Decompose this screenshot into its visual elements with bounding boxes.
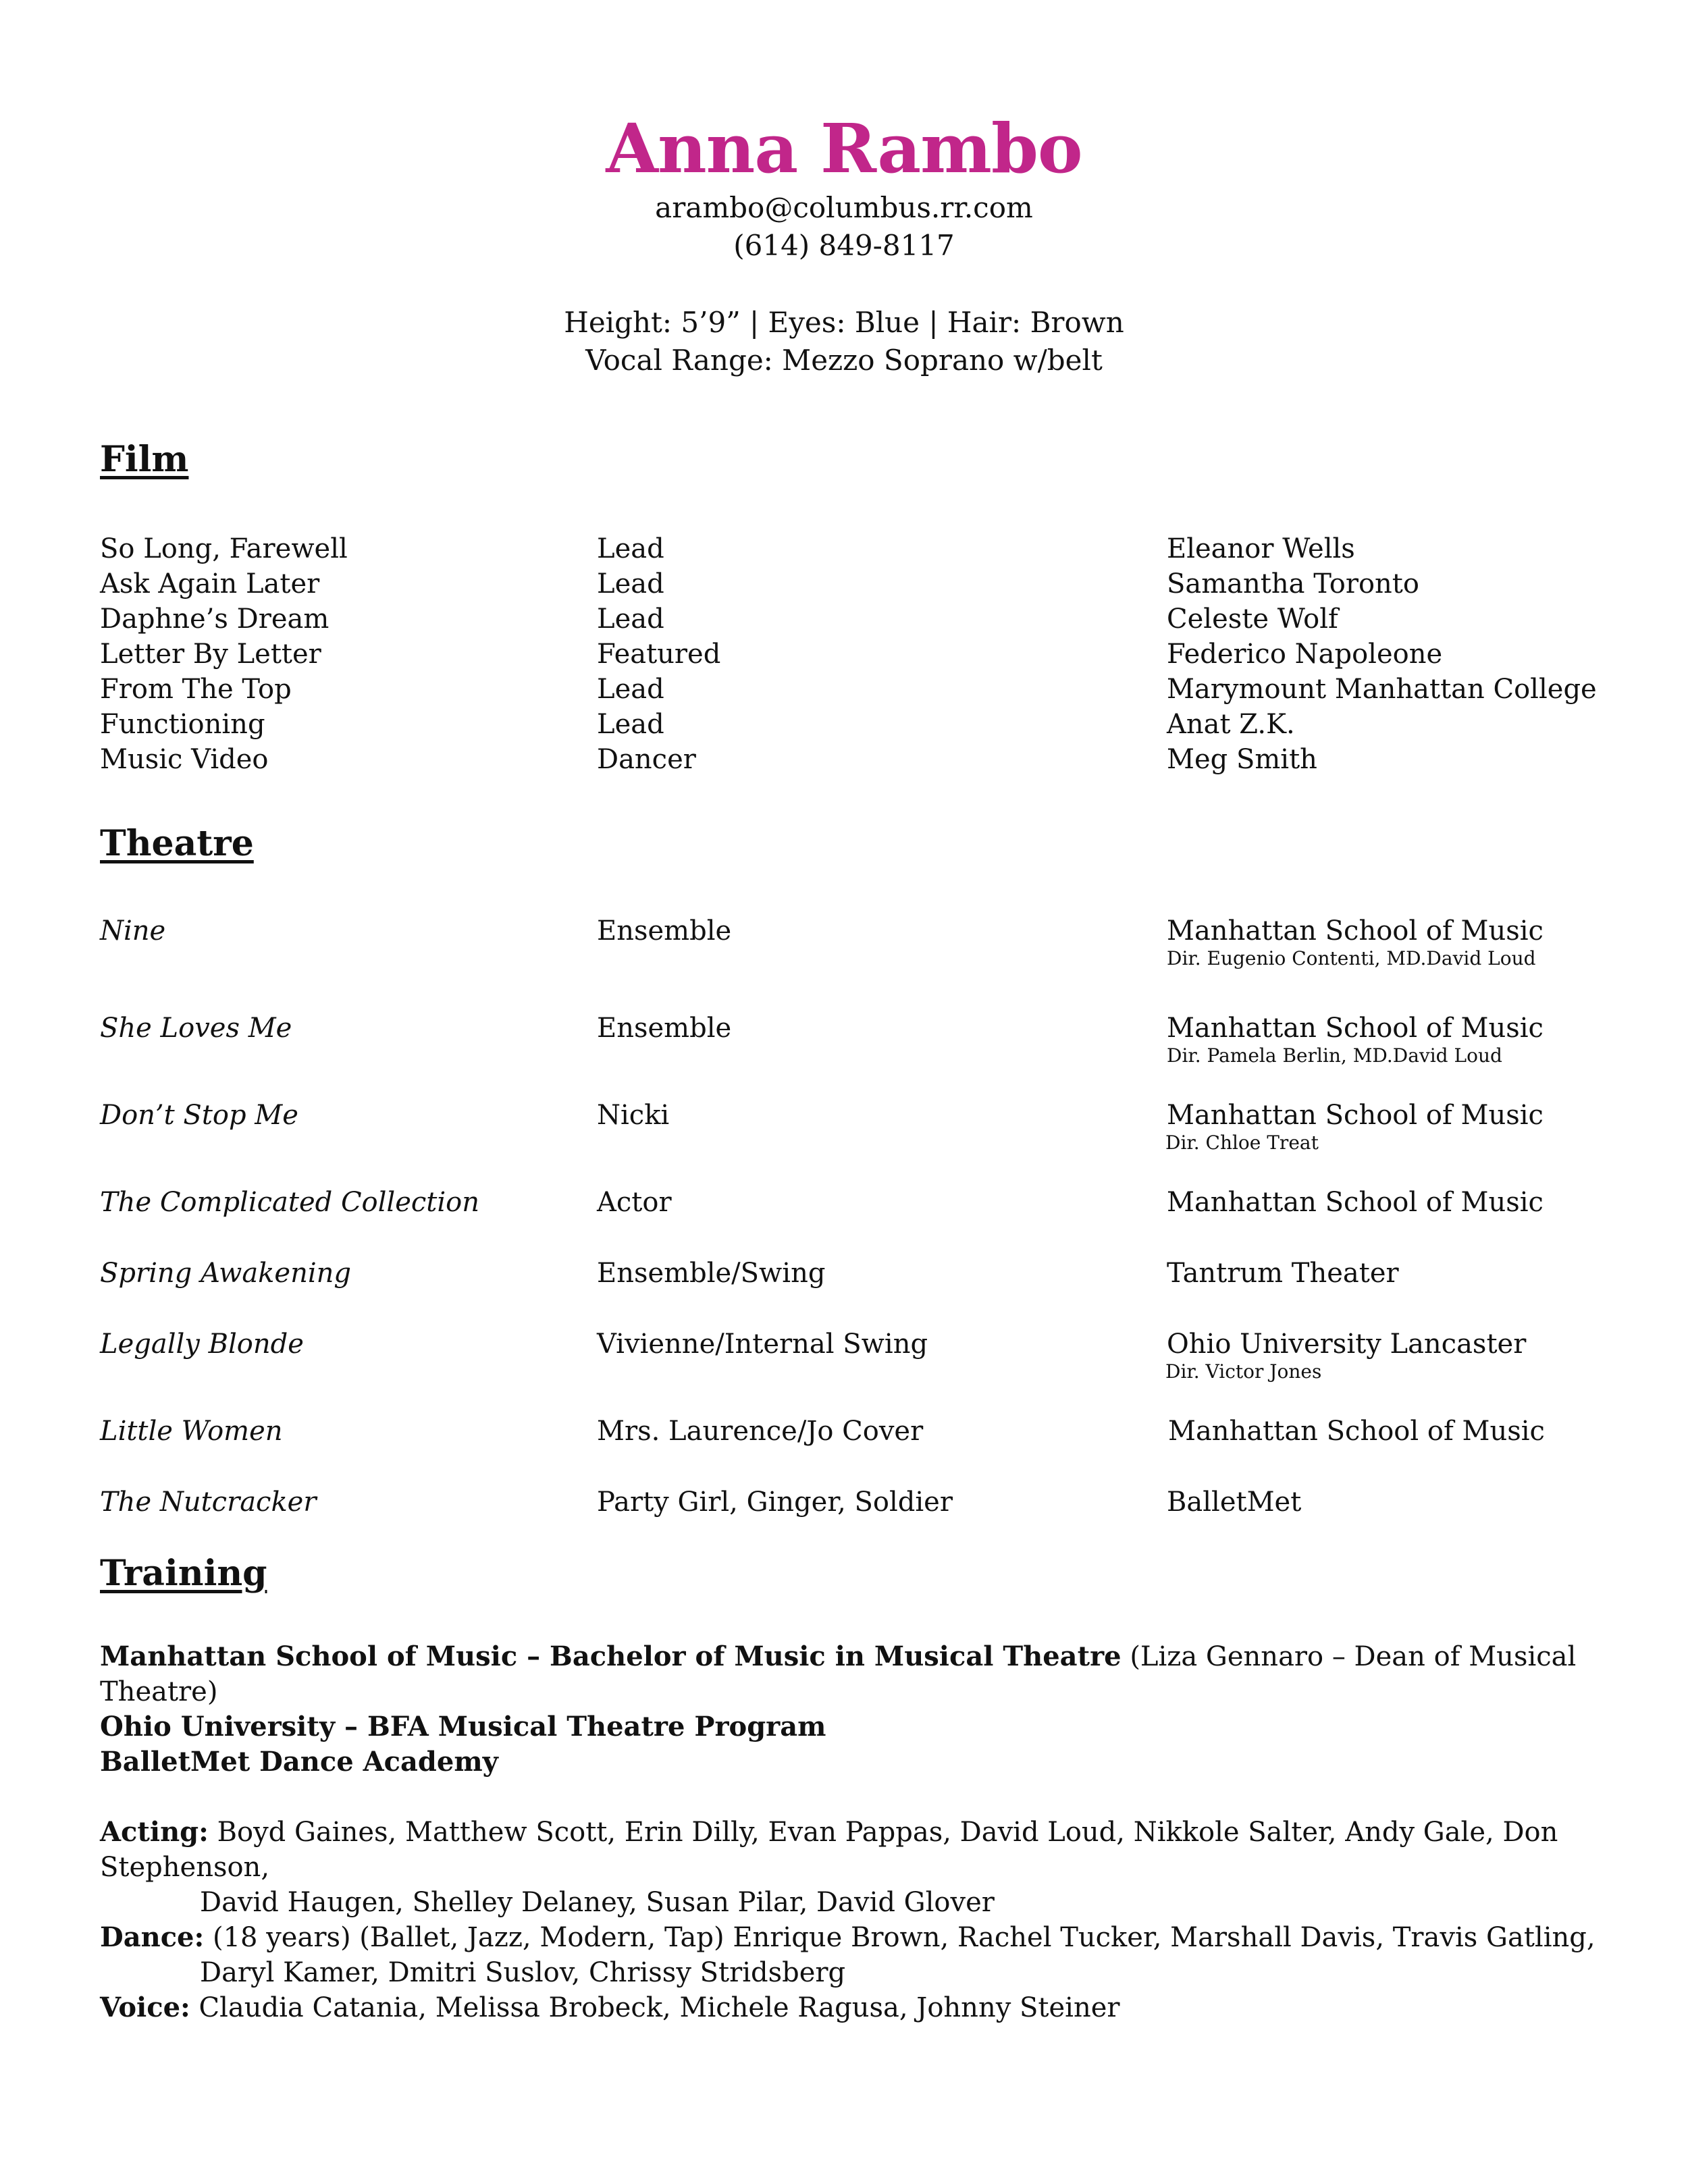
- theatre-role: Ensemble: [597, 1013, 732, 1044]
- film-heading: Film: [100, 439, 189, 480]
- theatre-venue: Manhattan School of Music: [1167, 1013, 1544, 1044]
- theatre-credit: Dir. Eugenio Contenti, MD.David Loud: [1167, 947, 1536, 969]
- film-project: Functioning: [100, 709, 265, 740]
- training-school-msm-note: (Liza Gennaro – Dean of Musical Theatre): [100, 1641, 1577, 1707]
- film-role: Lead: [597, 709, 664, 740]
- theatre-show: Spring Awakening: [100, 1258, 352, 1289]
- theatre-venue: Ohio University Lancaster: [1167, 1329, 1527, 1360]
- theatre-venue: Tantrum Theater: [1167, 1258, 1399, 1289]
- film-role: Lead: [597, 533, 664, 564]
- film-role: Lead: [597, 674, 664, 705]
- film-director: Marymount Manhattan College: [1167, 674, 1597, 705]
- theatre-show: Don’t Stop Me: [100, 1100, 298, 1131]
- vocal-range: Vocal Range: Mezzo Soprano w/belt: [585, 344, 1103, 377]
- film-director: Celeste Wolf: [1167, 604, 1338, 635]
- theatre-role: Ensemble/Swing: [597, 1258, 826, 1289]
- training-school-msm: [100, 1639, 1619, 1709]
- theatre-venue: Manhattan School of Music: [1167, 1100, 1544, 1131]
- film-row: [0, 707, 1688, 742]
- phone-number: (614) 849-8117: [733, 229, 955, 262]
- film-project: Daphne’s Dream: [100, 604, 329, 635]
- theatre-credit: Dir. Pamela Berlin, MD.David Loud: [1167, 1044, 1502, 1067]
- film-project: So Long, Farewell: [100, 533, 348, 564]
- film-role: Dancer: [597, 744, 696, 775]
- film-row: [0, 566, 1688, 602]
- theatre-venue: Manhattan School of Music: [1167, 915, 1544, 947]
- training-heading: Training: [100, 1553, 267, 1594]
- theatre-show: Little Women: [100, 1416, 283, 1447]
- voice-teachers: Claudia Catania, Melissa Brobeck, Michele Ragusa, Johnny Steiner: [190, 1992, 1120, 2023]
- theatre-credit: Dir. Victor Jones: [1165, 1360, 1322, 1383]
- performer-name: Anna Rambo: [606, 109, 1082, 188]
- film-row: [0, 672, 1688, 707]
- acting-teachers: Boyd Gaines, Matthew Scott, Erin Dilly, Evan Pappas, David Loud, Nikkole Salter, Andy Gale, Don Stephenson,: [100, 1817, 1558, 1883]
- film-project: From The Top: [100, 674, 292, 705]
- film-project: Letter By Letter: [100, 639, 321, 670]
- training-school-msm-name: Manhattan School of Music – Bachelor of Music in Musical Theatre: [100, 1641, 1122, 1672]
- theatre-venue: BalletMet: [1167, 1487, 1302, 1518]
- theatre-show: The Nutcracker: [100, 1487, 317, 1518]
- theatre-show: Nine: [100, 915, 166, 947]
- film-role: Lead: [597, 568, 664, 600]
- theatre-show: The Complicated Collection: [100, 1187, 480, 1218]
- theatre-role: Mrs. Laurence/Jo Cover: [597, 1416, 924, 1447]
- theatre-role: Actor: [597, 1187, 672, 1218]
- theatre-role: Vivienne/Internal Swing: [597, 1329, 928, 1360]
- film-row: [0, 742, 1688, 777]
- theatre-role: Nicki: [597, 1100, 670, 1131]
- training-school-balletmet-name: BalletMet Dance Academy: [100, 1746, 498, 1778]
- training-school-ohio: [100, 1709, 1619, 1744]
- film-role: Lead: [597, 604, 664, 635]
- theatre-venue: Manhattan School of Music: [1167, 1187, 1544, 1218]
- film-director: Samantha Toronto: [1167, 568, 1419, 600]
- acting-label: Acting:: [100, 1816, 209, 1848]
- film-role: Featured: [597, 639, 721, 670]
- film-row: [0, 637, 1688, 672]
- theatre-show: She Loves Me: [100, 1013, 292, 1044]
- film-project: Ask Again Later: [100, 568, 320, 600]
- resume-header: [0, 108, 1688, 379]
- training-section: [100, 1639, 1619, 2025]
- film-row: [0, 602, 1688, 637]
- film-director: Meg Smith: [1167, 744, 1317, 775]
- voice-label: Voice:: [100, 1992, 190, 2023]
- theatre-venue: Manhattan School of Music: [1168, 1416, 1545, 1447]
- training-school-balletmet: [100, 1744, 1619, 1780]
- film-row: [0, 531, 1688, 566]
- film-director: Federico Napoleone: [1167, 639, 1443, 670]
- dance-label: Dance:: [100, 1921, 205, 1953]
- training-dance: [100, 1920, 1619, 1955]
- training-school-ohio-name: Ohio University – BFA Musical Theatre Program: [100, 1711, 826, 1742]
- theatre-role: Party Girl, Ginger, Soldier: [597, 1487, 953, 1518]
- training-acting: [100, 1815, 1619, 1885]
- film-director: Eleanor Wells: [1167, 533, 1355, 564]
- film-director: Anat Z.K.: [1167, 709, 1295, 740]
- physical-stats: Height: 5’9” | Eyes: Blue | Hair: Brown: [564, 306, 1124, 339]
- acting-teachers-cont: David Haugen, Shelley Delaney, Susan Pilar, David Glover: [200, 1887, 995, 1918]
- theatre-show: Legally Blonde: [100, 1329, 304, 1360]
- dance-teachers: (18 years) (Ballet, Jazz, Modern, Tap) Enrique Brown, Rachel Tucker, Marshall Davis, Travis Gatling,: [204, 1922, 1595, 1953]
- theatre-credit: Dir. Chloe Treat: [1165, 1131, 1319, 1154]
- theatre-role: Ensemble: [597, 915, 732, 947]
- email-address[interactable]: arambo@columbus.rr.com: [655, 191, 1033, 224]
- training-voice: [100, 1990, 1619, 2025]
- dance-teachers-cont: Daryl Kamer, Dmitri Suslov, Chrissy Stridsberg: [200, 1957, 846, 1988]
- film-project: Music Video: [100, 744, 269, 775]
- theatre-heading: Theatre: [100, 823, 254, 864]
